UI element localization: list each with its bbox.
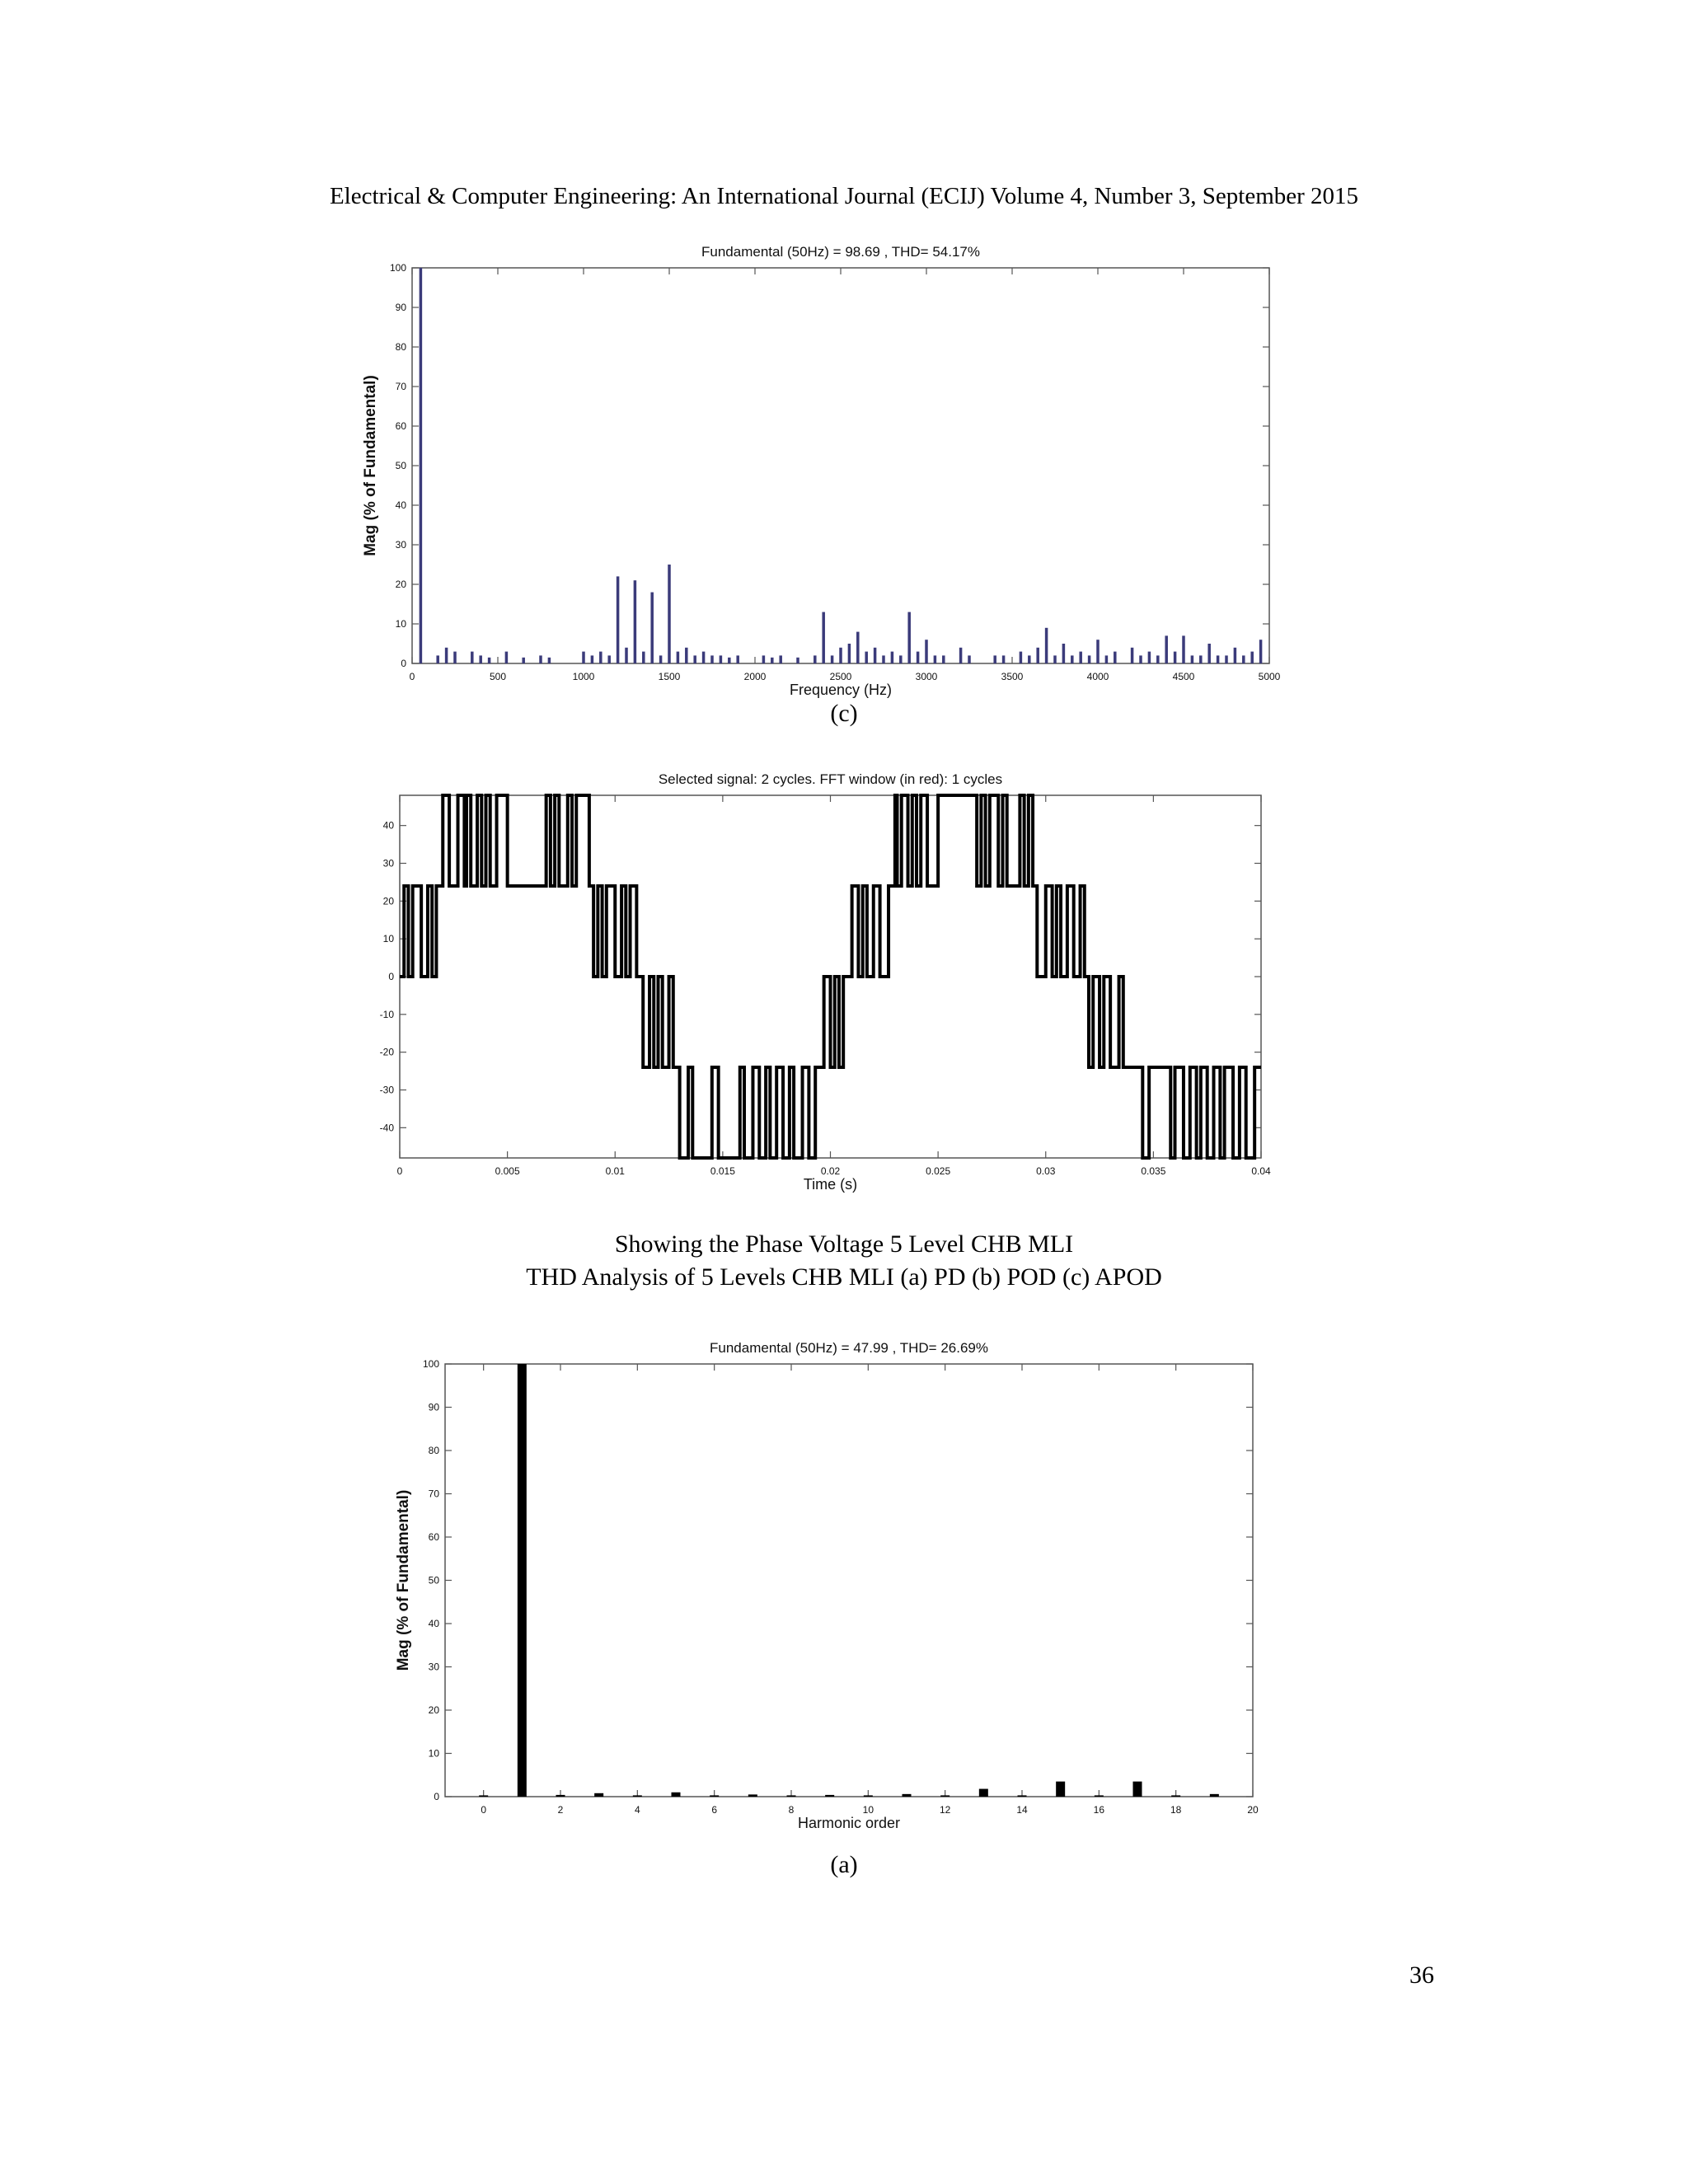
figure-caption-line-1: Showing the Phase Voltage 5 Level CHB MLI [614, 1230, 1074, 1258]
x-axis-label: Time (s) [803, 1176, 858, 1193]
bar [748, 1794, 757, 1797]
bar [831, 655, 834, 663]
x-tick-label: 0.035 [1141, 1165, 1166, 1177]
figure-label-a: (a) [830, 1851, 858, 1878]
x-tick-label: 2 [557, 1804, 564, 1816]
bar [1131, 648, 1134, 663]
bar [959, 648, 963, 663]
bar [903, 1794, 912, 1797]
bar [453, 652, 457, 663]
bar [1242, 655, 1245, 663]
bar [1217, 655, 1220, 663]
bar [659, 655, 663, 663]
bar [1071, 655, 1074, 663]
bar [736, 655, 739, 663]
y-tick-label: 20 [428, 1704, 439, 1716]
y-tick-label: 50 [395, 460, 406, 471]
bar [1210, 1794, 1219, 1797]
y-tick-label: 20 [395, 579, 406, 590]
bar [539, 655, 542, 663]
bar [1171, 1795, 1180, 1797]
bar [874, 648, 877, 663]
bar [582, 652, 585, 663]
bar [420, 268, 423, 663]
figure-caption-line-2: THD Analysis of 5 Levels CHB MLI (a) PD (b) POD (c) APOD [526, 1263, 1162, 1291]
chart-title: Selected signal: 2 cycles. FFT window (in red): 1 cycles [658, 771, 1003, 787]
x-tick-label: 5000 [1258, 671, 1281, 682]
y-tick-label: 90 [395, 302, 406, 313]
bar [1174, 652, 1177, 663]
bar [1199, 655, 1203, 663]
x-tick-label: 0 [409, 671, 415, 682]
bar [1002, 655, 1006, 663]
bar [617, 576, 620, 663]
bar [1225, 655, 1228, 663]
bar [702, 652, 706, 663]
x-tick-label: 0 [396, 1165, 403, 1177]
bar [548, 658, 551, 663]
bar [993, 655, 996, 663]
x-tick-label: 3000 [915, 671, 938, 682]
y-tick-label: 10 [395, 618, 406, 630]
bar [1156, 655, 1160, 663]
x-tick-label: 1000 [572, 671, 595, 682]
x-tick-label: 20 [1247, 1804, 1259, 1816]
y-tick-label: 0 [388, 971, 394, 982]
x-tick-label: 0.025 [926, 1165, 951, 1177]
y-tick-label: 50 [428, 1574, 439, 1586]
bar [672, 1793, 681, 1797]
bar [1079, 652, 1082, 663]
y-tick-label: 20 [382, 895, 394, 907]
bar [668, 565, 671, 663]
y-tick-label: 10 [382, 933, 394, 945]
bar [907, 612, 911, 663]
y-tick-label: 30 [395, 539, 406, 551]
bar [864, 1795, 873, 1797]
bar [1036, 648, 1039, 663]
x-tick-label: 0.01 [605, 1165, 625, 1177]
bar [625, 648, 628, 663]
bar [1020, 652, 1023, 663]
x-tick-label: 500 [489, 671, 507, 682]
y-tick-label: 80 [395, 341, 406, 353]
bar [1207, 644, 1211, 663]
bar [1259, 640, 1263, 663]
bar [839, 648, 842, 663]
x-tick-label: 10 [862, 1804, 874, 1816]
bar [634, 580, 637, 663]
bar [979, 1789, 988, 1797]
bar [1088, 655, 1091, 663]
chart-title: Fundamental (50Hz) = 47.99 , THD= 26.69% [710, 1340, 988, 1356]
x-tick-label: 8 [788, 1804, 795, 1816]
bar [1139, 655, 1142, 663]
y-tick-label: 10 [428, 1747, 439, 1760]
y-tick-label: -20 [379, 1046, 394, 1058]
x-axis-label: Harmonic order [797, 1815, 901, 1831]
x-tick-label: 14 [1016, 1804, 1028, 1816]
x-tick-label: 16 [1093, 1804, 1105, 1816]
figure-label-c: (c) [830, 700, 858, 727]
chart-title: Fundamental (50Hz) = 98.69 , THD= 54.17% [701, 244, 980, 260]
y-axis-label: Mag (% of Fundamental) [362, 375, 379, 556]
y-tick-label: -30 [379, 1084, 394, 1096]
bar [1105, 655, 1109, 663]
bar [471, 652, 474, 663]
bar [1096, 640, 1100, 663]
y-tick-label: 60 [428, 1531, 439, 1543]
bar [1182, 635, 1185, 663]
bar [899, 655, 903, 663]
y-tick-label: 100 [389, 262, 406, 274]
bar [693, 655, 696, 663]
x-tick-label: 0.005 [495, 1165, 520, 1177]
bar [518, 1364, 527, 1797]
bar [479, 1795, 488, 1797]
x-tick-label: 18 [1170, 1804, 1182, 1816]
bar [1053, 655, 1057, 663]
y-tick-label: -10 [379, 1008, 394, 1020]
bar [710, 655, 714, 663]
bar [607, 655, 611, 663]
bar [1018, 1795, 1027, 1797]
x-tick-label: 0.03 [1036, 1165, 1056, 1177]
y-tick-label: 70 [428, 1488, 439, 1500]
bar [599, 652, 603, 663]
plot-frame [445, 1364, 1253, 1797]
bar [720, 655, 723, 663]
bar [1056, 1782, 1065, 1797]
bar [848, 644, 851, 663]
bar [1062, 644, 1066, 663]
bar [522, 658, 525, 663]
plot-frame [412, 268, 1269, 663]
bar [1028, 655, 1031, 663]
bar [917, 652, 920, 663]
bar [1148, 652, 1151, 663]
x-tick-label: 0 [481, 1804, 487, 1816]
y-tick-label: 40 [428, 1618, 439, 1629]
bar [940, 1795, 950, 1797]
x-tick-label: 4500 [1172, 671, 1195, 682]
bar [685, 648, 688, 663]
bar [642, 652, 645, 663]
x-tick-label: 4 [634, 1804, 640, 1816]
bar [591, 655, 594, 663]
x-tick-label: 4000 [1086, 671, 1109, 682]
phase-voltage-chart [354, 758, 1294, 1203]
bar [814, 655, 817, 663]
y-tick-label: 0 [434, 1791, 439, 1802]
bar [650, 593, 654, 663]
bar [796, 658, 799, 663]
bar [787, 1795, 796, 1797]
x-tick-label: 3500 [1001, 671, 1024, 682]
y-tick-label: 30 [428, 1661, 439, 1673]
bar [934, 655, 937, 663]
x-axis-label: Frequency (Hz) [789, 682, 893, 698]
bar [1165, 635, 1168, 663]
y-tick-label: 90 [428, 1401, 439, 1413]
bar [445, 648, 448, 663]
bar [633, 1795, 642, 1797]
bar [771, 658, 774, 663]
bar [710, 1795, 719, 1797]
y-tick-label: 0 [401, 658, 406, 669]
bar [1045, 628, 1048, 663]
bar [594, 1793, 603, 1797]
bar [822, 612, 825, 663]
bar [762, 655, 766, 663]
bar [779, 655, 782, 663]
bar [488, 658, 491, 663]
bar [891, 652, 894, 663]
x-tick-label: 0.02 [820, 1165, 841, 1177]
x-tick-label: 6 [711, 1804, 718, 1816]
y-tick-label: -40 [379, 1122, 394, 1134]
bar [1114, 652, 1117, 663]
y-tick-label: 100 [422, 1358, 439, 1370]
bar [505, 652, 509, 663]
x-tick-label: 0.04 [1251, 1165, 1271, 1177]
bar [825, 1795, 834, 1797]
bar [925, 640, 928, 663]
bar [865, 652, 868, 663]
y-tick-label: 30 [382, 857, 394, 869]
x-tick-label: 2000 [743, 671, 767, 682]
y-axis-label: Mag (% of Fundamental) [395, 1489, 412, 1671]
x-tick-label: 1500 [658, 671, 681, 682]
bar [856, 632, 860, 663]
y-tick-label: 40 [382, 819, 394, 832]
bar [942, 655, 945, 663]
bar [1191, 655, 1194, 663]
journal-header: Electrical & Computer Engineering: An International Journal (ECIJ) Volume 4, Number 3, September 2015 [329, 183, 1359, 209]
bar [436, 655, 439, 663]
y-tick-label: 60 [395, 420, 406, 432]
y-tick-label: 70 [395, 381, 406, 392]
bar [1234, 648, 1237, 663]
bar [677, 652, 680, 663]
bar [1095, 1795, 1104, 1797]
x-tick-label: 12 [939, 1804, 951, 1816]
bar [1133, 1782, 1142, 1797]
bar [968, 655, 971, 663]
x-tick-label: 2500 [829, 671, 852, 682]
bar [882, 655, 885, 663]
y-tick-label: 40 [395, 499, 406, 511]
x-tick-label: 0.015 [710, 1165, 735, 1177]
bar [1250, 652, 1254, 663]
bar [556, 1795, 565, 1797]
y-tick-label: 80 [428, 1445, 439, 1456]
harmonic-order-chart [396, 1327, 1286, 1854]
page-number: 36 [1409, 1961, 1434, 1989]
bar [479, 655, 482, 663]
bar [728, 658, 731, 663]
frequency-spectrum-chart [363, 231, 1302, 717]
